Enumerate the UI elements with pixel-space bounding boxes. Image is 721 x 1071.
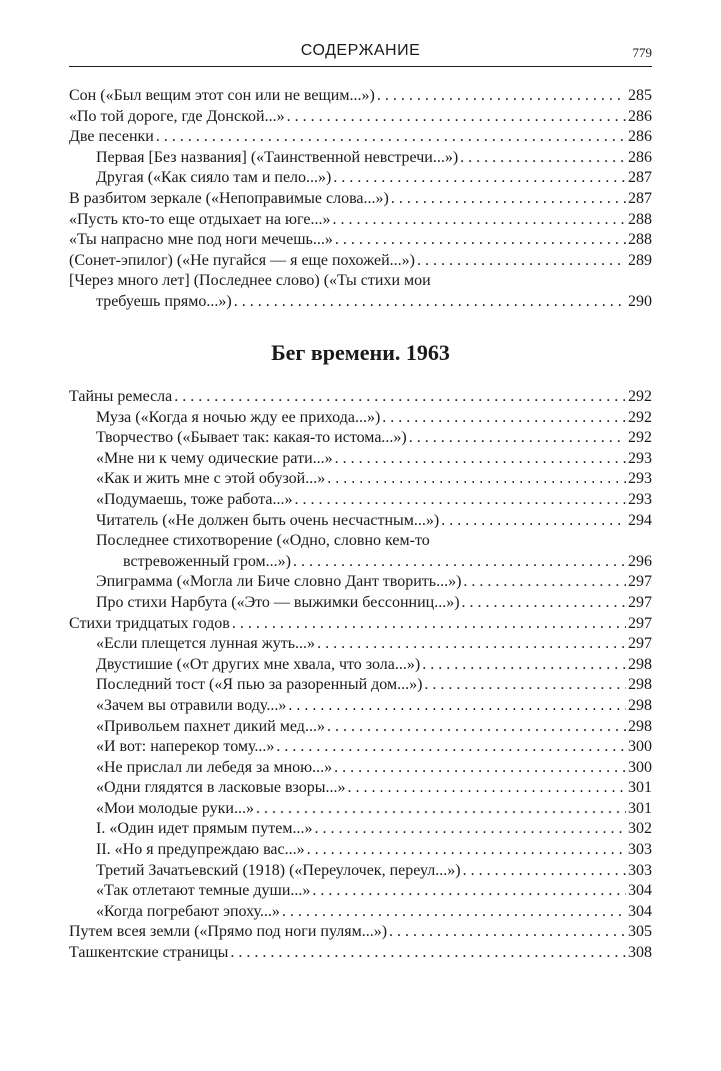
toc-entry-title: требуешь прямо...») — [96, 292, 232, 310]
toc-entry — [69, 572, 652, 593]
toc-entry-page: 293 — [628, 449, 652, 467]
toc-entry-title: «Мои молодые руки...» — [96, 799, 254, 817]
toc-entry-title: Эпиграмма («Могла ли Биче словно Дант творить...») — [96, 573, 462, 591]
toc-entry-page: 303 — [628, 841, 652, 859]
toc-entry-page: 285 — [628, 87, 652, 104]
toc-entry — [69, 531, 652, 552]
dot-leader — [377, 86, 626, 107]
toc-entry — [69, 148, 652, 169]
toc-entry-title: Другая («Как сияло там и пело...») — [96, 169, 332, 187]
section-heading: Бег времени. 1963 — [271, 340, 450, 365]
toc-entry-title: «Если плещется лунная жуть...» — [96, 635, 316, 653]
toc-entry-page: 304 — [628, 882, 652, 900]
toc-entry-page: 292 — [628, 408, 652, 426]
toc-entry-page: 287 — [628, 189, 652, 207]
toc-entry-title: Стихи тридцатых годов — [69, 614, 230, 632]
toc-entry-page: 287 — [628, 169, 652, 187]
toc-entry-title: «Так отлетают темные души...» — [96, 882, 311, 900]
toc-entry-page: 289 — [628, 251, 652, 269]
toc-entry-page: 290 — [628, 292, 652, 310]
toc-entry-page: 292 — [628, 429, 652, 447]
dot-leader — [417, 251, 626, 272]
toc-entry-page: 305 — [628, 923, 652, 941]
toc-entry-page: 301 — [628, 799, 652, 817]
toc-entry-title: Две песенки — [69, 128, 154, 146]
toc-entry-page: 294 — [628, 511, 652, 529]
toc-entry-title: Читатель («Не должен быть очень несчастным...») — [96, 511, 440, 529]
toc-entry-title: Про стихи Нарбута («Это — выжимки бессонниц...») — [96, 593, 460, 611]
toc-entry-title: Путем всея земли («Прямо под ноги пулям...») — [69, 923, 388, 941]
toc-entry — [69, 86, 652, 107]
toc-entry-page: 297 — [628, 614, 652, 632]
toc-entry — [69, 127, 652, 148]
toc-entry-page: 286 — [628, 128, 652, 146]
toc-entry-page: 308 — [628, 944, 652, 962]
toc-entry — [69, 737, 652, 758]
toc-entry-title: встревоженный гром...») — [123, 552, 291, 570]
toc-entry-title: «Пусть кто-то еще отдыхает на юге...» — [69, 210, 331, 228]
toc-entry — [69, 511, 652, 532]
dot-leader — [287, 107, 626, 128]
dot-leader — [307, 840, 626, 861]
toc-entry-title: «Зачем вы отравили воду...» — [96, 696, 287, 714]
toc-entry — [69, 210, 652, 231]
toc-entry — [69, 675, 652, 696]
dot-leader — [335, 449, 626, 470]
running-title: СОДЕРЖАНИЕ — [300, 42, 421, 59]
toc-entry — [69, 902, 652, 923]
toc-entry-title: Муза («Когда я ночью жду ее прихода...») — [96, 408, 381, 426]
toc-entry — [69, 107, 652, 128]
dot-leader — [232, 614, 626, 635]
dot-leader — [409, 428, 626, 449]
toc-entry — [69, 717, 652, 738]
toc-entry — [69, 428, 652, 449]
dot-leader — [230, 943, 626, 964]
dot-leader — [288, 696, 626, 717]
toc-entry-page: 300 — [628, 758, 652, 776]
toc-entry — [69, 593, 652, 614]
toc-entry — [69, 189, 652, 210]
dot-leader — [332, 210, 626, 231]
toc-entry-title: Двустишие («От других мне хвала, что зола...») — [96, 655, 421, 673]
toc-entry-page: 298 — [628, 676, 652, 694]
toc-entry-title: Последний тост («Я пью за разоренный дом...») — [96, 676, 423, 694]
toc-entry — [69, 881, 652, 902]
toc-entry-page: 297 — [628, 635, 652, 653]
running-header — [69, 40, 652, 67]
toc-entry — [69, 168, 652, 189]
toc-entry-page: 293 — [628, 470, 652, 488]
dot-leader — [391, 189, 626, 210]
toc-entry-title: «Одни глядятся в ласковые взоры...» — [96, 779, 346, 797]
toc-entry-title: I. «Один идет прямым путем...» — [96, 820, 313, 838]
toc-entry-title: «Когда погребают эпоху...» — [96, 902, 280, 920]
toc-entry — [69, 449, 652, 470]
toc-entry-page: 304 — [628, 902, 652, 920]
dot-leader — [333, 168, 626, 189]
toc-entry-title: В разбитом зеркале («Непоправимые слова...») — [69, 189, 389, 207]
dot-leader — [382, 408, 626, 429]
toc-entry-page: 292 — [628, 388, 652, 405]
dot-leader — [312, 881, 626, 902]
toc-entry-title: Первая [Без названия] («Таинственной невстречи...») — [96, 148, 459, 166]
dot-leader — [293, 552, 626, 573]
toc-entry-page: 300 — [628, 738, 652, 756]
toc-entry-title: Последнее стихотворение («Одно, словно кем-то — [96, 532, 430, 550]
toc-entry-title: «И вот: наперекор тому...» — [96, 738, 275, 756]
dot-leader — [334, 758, 626, 779]
toc-entry — [69, 861, 652, 882]
toc-list-part-1 — [69, 86, 652, 313]
toc-entry-page: 286 — [628, 148, 652, 166]
toc-entry-page: 301 — [628, 779, 652, 797]
toc-entry — [69, 758, 652, 779]
toc-entry — [69, 634, 652, 655]
dot-leader — [424, 675, 626, 696]
toc-list-part-2 — [69, 387, 652, 964]
dot-leader — [462, 593, 626, 614]
toc-entry — [69, 292, 652, 313]
dot-leader — [295, 490, 626, 511]
toc-entry-title: Тайны ремесла — [69, 388, 173, 405]
dot-leader — [156, 127, 626, 148]
dot-leader — [422, 655, 626, 676]
toc-entry-title: Третий Зачатьевский (1918) («Переулочек, переул...») — [96, 861, 461, 879]
toc-entry — [69, 251, 652, 272]
dot-leader — [389, 922, 626, 943]
toc-entry-page: 288 — [628, 231, 652, 249]
toc-entry — [69, 799, 652, 820]
toc-entry-title: Сон («Был вещим этот сон или не вещим...») — [69, 87, 375, 104]
toc-entry-page: 303 — [628, 861, 652, 879]
toc-entry — [69, 490, 652, 511]
dot-leader — [348, 778, 627, 799]
toc-entry — [69, 614, 652, 635]
toc-entry-page: 293 — [628, 490, 652, 508]
dot-leader — [317, 634, 626, 655]
dot-leader — [463, 572, 626, 593]
toc-entry — [69, 469, 652, 490]
toc-entry — [69, 778, 652, 799]
toc-entry-title: [Через много лет] (Последнее слово) («Ты стихи мои — [69, 272, 431, 290]
toc-entry — [69, 922, 652, 943]
toc-entry-page: 288 — [628, 210, 652, 228]
toc-entry-page: 286 — [628, 107, 652, 125]
toc-entry — [69, 943, 652, 964]
toc-entry — [69, 271, 652, 292]
toc-entry-page: 298 — [628, 696, 652, 714]
toc-entry-title: «Привольем пахнет дикий мед...» — [96, 717, 325, 735]
toc-entry-page: 297 — [628, 573, 652, 591]
toc-entry-page: 297 — [628, 593, 652, 611]
toc-entry-page: 298 — [628, 717, 652, 735]
dot-leader — [314, 819, 626, 840]
dot-leader — [327, 469, 626, 490]
toc-entry-title: «Как и жить мне с этой обузой...» — [96, 470, 326, 488]
dot-leader — [460, 148, 626, 169]
page-number: 779 — [632, 45, 652, 60]
toc-entry-title: (Сонет-эпилог) («Не пугайся — я еще похожей...») — [69, 251, 415, 269]
toc-entry-title: «Не прислал ли лебедя за мною...» — [96, 758, 333, 776]
dot-leader — [256, 799, 626, 820]
toc-entry-title: «Ты напрасно мне под ноги мечешь...» — [69, 231, 333, 249]
dot-leader — [174, 387, 626, 408]
toc-entry-title: II. «Но я предупреждаю вас...» — [96, 841, 305, 859]
toc-entry-title: Творчество («Бывает так: какая-то истома...») — [96, 429, 407, 447]
toc-entry-title: «Подумаешь, тоже работа...» — [96, 490, 293, 508]
toc-entry-title: «Мне ни к чему одические рати...» — [96, 449, 333, 467]
toc-entry — [69, 655, 652, 676]
dot-leader — [463, 861, 626, 882]
dot-leader — [276, 737, 626, 758]
toc-entry-page: 296 — [628, 552, 652, 570]
toc-entry — [69, 387, 652, 408]
toc-entry — [69, 696, 652, 717]
toc-entry-page: 302 — [628, 820, 652, 838]
dot-leader — [335, 230, 626, 251]
toc-entry — [69, 230, 652, 251]
dot-leader — [234, 292, 626, 313]
toc-entry — [69, 408, 652, 429]
toc-entry-title: Ташкентские страницы — [69, 944, 229, 962]
toc-entry-title: «По той дороге, где Донской...» — [69, 107, 285, 125]
dot-leader — [282, 902, 626, 923]
dot-leader — [327, 717, 626, 738]
dot-leader — [441, 511, 626, 532]
toc-entry-page: 298 — [628, 655, 652, 673]
toc-entry — [69, 819, 652, 840]
toc-entry — [69, 552, 652, 573]
toc-entry — [69, 840, 652, 861]
